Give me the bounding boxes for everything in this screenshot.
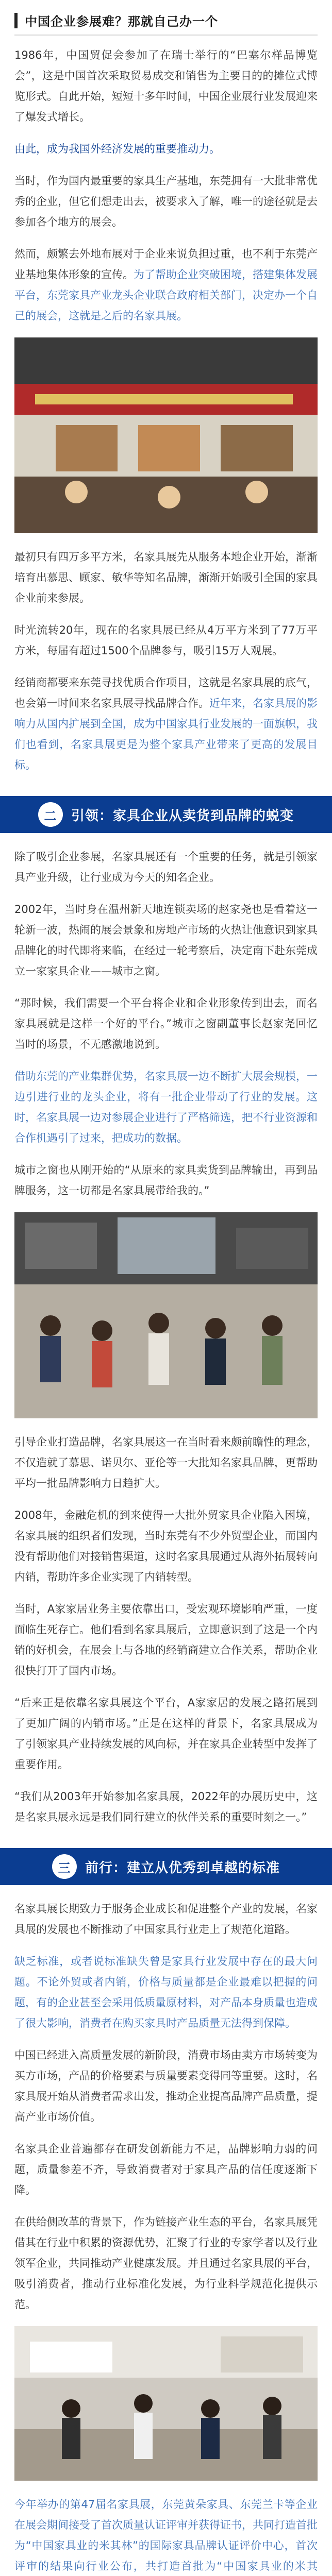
section-1-title: 中国企业参展难？那就自己办一个 — [25, 14, 218, 29]
paragraph-highlight: 缺乏标准，或者说标准缺失曾是家具行业发展中存在的最大问题。不论外贸或者内销，价格与质量都是企业最难以把握的问题，有的企业甚至会采用低质量原材料，对产品本身质量也造成了很大影响，消费者在购买家具时产品质量无法得到保障。 — [14, 1955, 318, 2029]
paragraph: 1986年，中国贸促会参加了在瑞士举行的“巴塞尔样品博览会”，这是中国首次采取贸易成交和销售为主要目的的摊位式博览形式。自此开始，短短十多年时间，中国企业展行业发展迎来了爆发式增长。 — [14, 49, 318, 123]
paragraph: 当时，作为国内最重要的家具生产基地，东莞拥有一大批非常优秀的企业，但它们想走出去，被要求入了解，唯一的途径就是去参加各个地方的展会。 — [14, 175, 318, 228]
section-2-number-badge: 二 — [38, 802, 63, 827]
paragraph — [14, 672, 318, 775]
article — [0, 11, 332, 2576]
paragraph-text: 经销商都要来东莞寻找优质合作项目，这就是名家具展的底气，也会第一时间来名家具展寻找品牌合作。 — [14, 676, 318, 709]
paragraph — [14, 244, 318, 326]
paragraph — [14, 2494, 318, 2576]
section-3-banner — [0, 1848, 332, 1885]
photo-evaluation-event — [14, 2326, 318, 2481]
photo-exhibition-crowd — [14, 1212, 318, 1418]
paragraph: “那时候，我们需要一个平台将企业和企业形象传到出去，而名家具展就是这样一个好的平台。”城市之窗副董事长赵家尧回忆当时的场景，不无感激地说到。 — [14, 997, 318, 1050]
section-1-header — [14, 11, 318, 36]
paragraph: 2008年，金融危机的到来使得一大批外贸家具企业陷入困境，名家具展的组织者们发现，当时东莞有不少外贸型企业，而国内没有帮助他们对接销售渠道，这时名家具展通过从海外拓展转向内销，帮助许多企业实现了内销转型。 — [14, 1509, 318, 1583]
paragraph: 最初只有四万多平方米，名家具展先从服务本地企业开始，渐渐培育出慕思、顾家、敏华等知名品牌，渐渐开始吸引全国的家具企业前来参展。 — [14, 551, 318, 604]
paragraph-highlight-text: 近年来，名家具展的影响力从国内扩展到全国，成为中国家具行业发展的一面旗帜，我们也看到，名家具展更是为整个家具产业带来了更高的发展目标。 — [14, 697, 318, 771]
section-3-number-badge: 三 — [52, 1854, 77, 1879]
exhibition-booths-image — [14, 337, 318, 533]
paragraph-highlight-text: 为了帮助企业突破困境，搭建集体发展平台，东莞家具产业龙头企业联合政府相关部门，决定办一个自己的展会，这就是之后的名家具展。 — [14, 268, 318, 322]
paragraph: 当时，A家家居业务主要依靠出口，受宏观环境影响严重，一度面临生死存亡。他们看到名家具展后，立即意识到了这是一个内销的好机会，在展会上与各地的经销商建立合作关系，帮助企业很快打开了国内市场。 — [14, 1603, 318, 1677]
exhibition-crowd-image — [14, 1212, 318, 1418]
paragraph-highlight-text: 今年举办的第47届名家具展，东莞黄朵家具、东莞兰卡等企业在展会期间接受了首次质量认证评审并获得证书，共同打造首批为“中国家具业的米其林”的国际家具品牌认证评价中心，首次评审的结果向行业公布，共打造首批为“中国家具业的米其 — [14, 2498, 318, 2572]
paragraph-text: 然而，颇繁去外地布展对于企业来说负担过重，也不利于东莞产业基地集体形象的宣传。 — [14, 248, 318, 281]
section-2-banner — [0, 796, 332, 833]
section-1-marker — [14, 13, 18, 28]
section-2-title: 引领：家具企业从卖货到品牌的蜕变 — [71, 808, 294, 824]
evaluation-event-image — [14, 2326, 318, 2481]
paragraph: “后来正是依靠名家具展这个平台，A家家居的发展之路拓展到了更加广阔的内销市场。”正是在这样的背景下，名家具展成为了引领家具产业持续发展的风向标，并在家具企业转型中发挥了重要作用。 — [14, 1697, 318, 1771]
paragraph-highlight: 由此，成为我国外经济发展的重要推动力。 — [14, 143, 220, 155]
paragraph: 引导企业打造品牌，名家具展这一在当时看来颇前瞻性的理念，不仅造就了慕思、诺贝尔、亚伦等一大批知名家具品牌，更帮助平均一批品牌影响力日趋扩大。 — [14, 1436, 318, 1489]
paragraph-highlight: 借助东莞的产业集群优势，名家具展一边不断扩大展会规模，一边引进行业的龙头企业，将有一批企业带动了行业的发展。这时，名家具展一边对参展企业进行了严格筛选，把不行业资源和合作机遇引了过来，把成功的数据。 — [14, 1070, 318, 1144]
paragraph: 除了吸引企业参展，名家具展还有一个重要的任务，就是引领家具产业升级，让行业成为今天的知名企业。 — [14, 851, 318, 884]
paragraph: 中国已经进入高质量发展的新阶段，消费市场由卖方市场转变为买方市场，产品的价格要素与质量要素变得同等重要。这时，名家具展开始从消费者需求出发，推动企业提高品牌产品质量，提高产业市场价值。 — [14, 2049, 318, 2123]
paragraph: “我们从2003年开始参加名家具展，2022年的办展历史中，这是名家具展永远是我们同行建立的伙伴关系的重要时刻之一。” — [14, 1790, 318, 1823]
section-3-title: 前行：建立从优秀到卓越的标准 — [85, 1860, 280, 1876]
paragraph: 名家具企业普遍都存在研发创新能力不足，品牌影响力弱的问题，质量参差不齐，导致消费者对于家具产品的信任度逐渐下降。 — [14, 2143, 318, 2196]
paragraph: 在供给侧改革的背景下，作为链接产业生态的平台，名家具展凭借其在行业中积累的资源优势，汇聚了行业的专家学者以及行业领军企业，共同推动产业健康发展。并且通过名家具展的平台，吸引消费者，推动行业标准化发展，为行业科学规范化提供示范。 — [14, 2216, 318, 2311]
paragraph: 名家具展长期致力于服务企业成长和促进整个产业的发展，名家具展的发展也不断推动了中国家具行业走上了规范化道路。 — [14, 1903, 318, 1936]
paragraph: 2002年，当时身在温州新天地连锁卖场的赵家尧也是看着这一轮新一波，热闹的展会景象和房地产市场的火热让他意识到家具品牌化的时代即将来临，在经过一轮考察后，决定南下赴东莞成立一家家具企业——城市之窗。 — [14, 903, 318, 977]
paragraph: 城市之窗也从刚开始的“从原来的家具卖货到品牌输出，再到品牌服务，这一切都是名家具展带给我的。” — [14, 1164, 318, 1197]
photo-exhibition-booths — [14, 337, 318, 533]
paragraph: 时光流转20年，现在的名家具展已经从4万平方米到了77万平方米，每届有超过1500个品牌参与，吸引15万人观展。 — [14, 624, 318, 657]
